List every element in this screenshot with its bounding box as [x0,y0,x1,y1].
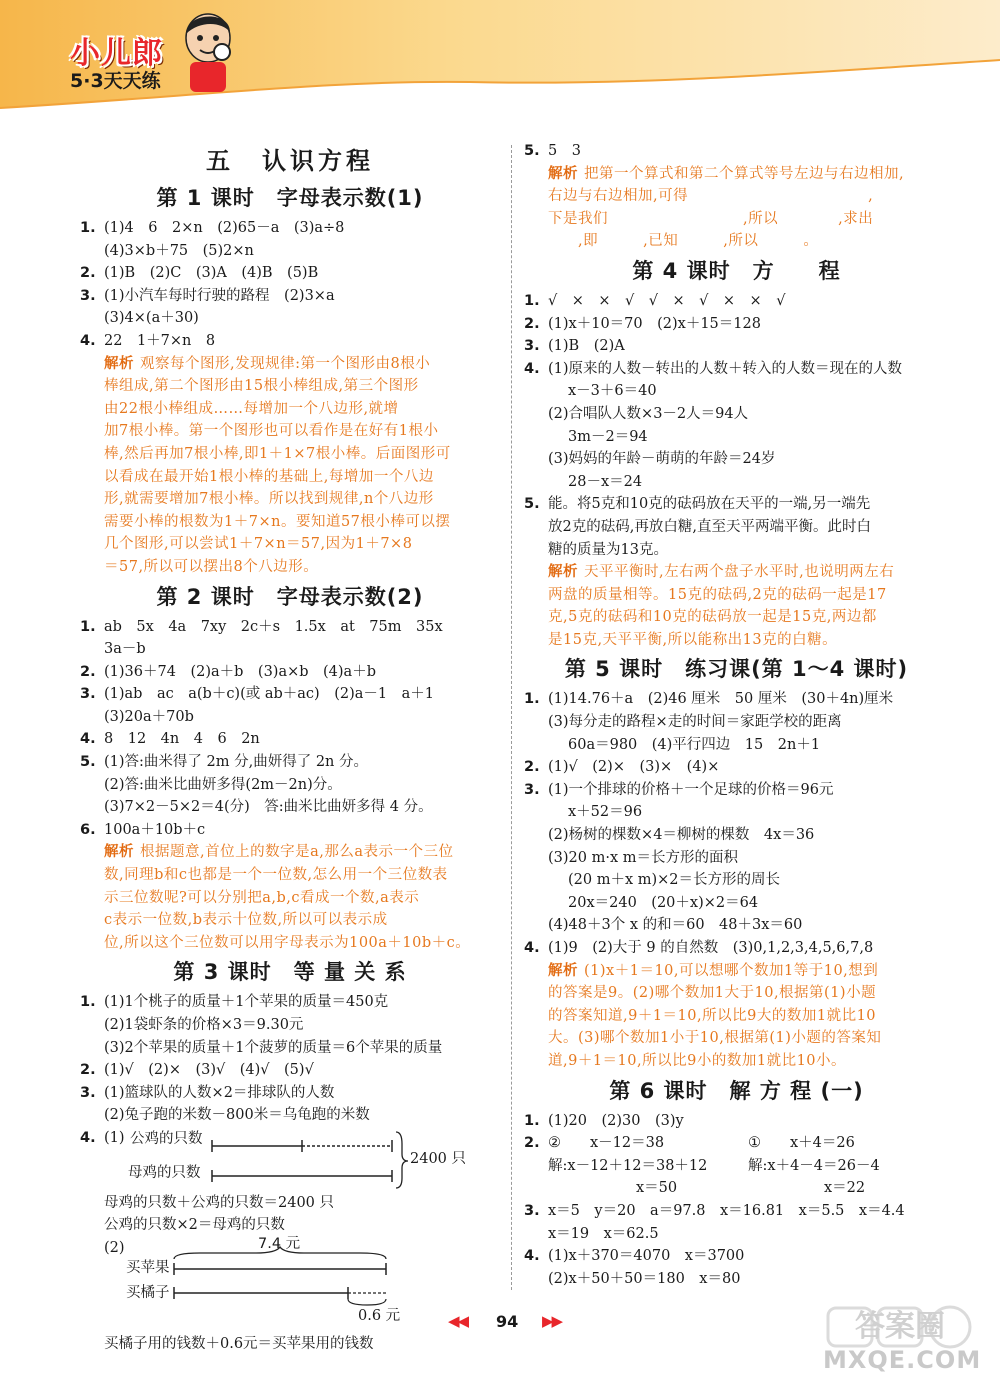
question-item: 4. (1)原来的人数－转出的人数＋转入的人数＝现在的人数 [524,360,903,377]
watermark-text: 答案圈 [855,1309,945,1344]
question-item: 1. ab 5x 4a 7xy 2c＋s 1.5x at 75m 35x [80,618,443,635]
diagram-label-rooster: 公鸡的只数 [130,1130,203,1147]
lesson4-title: 第 4 课时 方 程 [632,258,841,283]
question-item: 5. 5 3 [524,143,581,159]
question-item: 2. (1)√ (2)× (3)√ (4)√ (5)√ [80,1062,314,1079]
question-item: 3. (1)ab ac a(b＋c)(或 ab＋ac) (2)a－1 a＋1 [80,686,434,703]
answer-line: 糖的质量为13克。 [548,541,668,558]
line-diagram-fruit [80,1235,500,1324]
answer-line: (2)合唱队人数×3－2人＝94人 [548,405,749,422]
answer-line: (2)x＋50＋50＝180 x＝80 [548,1270,741,1287]
question-item: 3. (1)一个排球的价格＋一个足球的价格＝96元 [524,781,834,798]
question-item: 5. (1)答:曲米得了 2m 分,曲妍得了 2n 分。 [80,754,369,771]
diagram-label-orange: 买橘子 [126,1284,170,1301]
next-page-icon: ▶▶ [542,1312,562,1330]
answer-line: 母鸡的只数＋公鸡的只数＝2400 只 [104,1194,335,1211]
answer-line: x－3＋6＝40 [568,383,657,400]
page-header [0,0,1000,118]
question-item: 3. (1)小汽车每时行驶的路程 (2)3×a [80,287,335,304]
question-item: 2. (1)36＋74 (2)a＋b (3)a×b (4)a＋b [80,663,376,680]
analysis-label: 解析 [104,355,134,372]
line-diagram-chickens [80,1128,500,1228]
diagram-label-apple: 买苹果 [126,1259,170,1276]
question-item: 2. (1)x＋10＝70 (2)x＋15＝128 [524,315,761,332]
part-label: (2) [104,1239,125,1256]
answer-line: 公鸡的只数×2＝母鸡的只数 [104,1217,285,1234]
analysis-label: 解析 [548,165,578,182]
analysis-label: 解析 [548,962,578,979]
answer-line: (3)每分走的路程×走的时间＝家距学校的距离 [548,714,842,731]
question-item: 1. (1)4 6 2×n (2)65－a (3)a÷8 [80,220,345,236]
answer-line: (2)1袋虾条的价格×3＝9.30元 [104,1017,304,1033]
answer-line: (3)20a＋70b [104,708,194,725]
question-item: 1. √ × × √ √ × √ × × √ [524,292,786,309]
lesson1-title: 第 1 课时 字母表示数(1) [156,186,424,210]
analysis-block: 解析 天平平衡时,左右两个盘子水平时,也说明两左右 两盘的质量相等。15克的砝码,2克的砝码一起是17 克,5克的砝码和10克的砝码放一起是15克,两边都 是15克,天平平衡,所以能称出13克的白糖。 [548,564,895,648]
question-item: 3. (1)篮球队的人数×2＝排球队的人数 [80,1084,335,1101]
diagram-diff-label: 0.6 元 [358,1307,401,1324]
question-item: 5. 能。将5克和10克的砝码放在天平的一端,另一端先 [524,496,871,513]
question-item: 3. (1)B (2)A [524,338,625,355]
answer-line: x＝19 x＝62.5 [548,1225,659,1242]
lesson2-title: 第 2 课时 字母表示数(2) [156,584,424,609]
answer-line: (20 m＋x m)×2＝长方形的周长 [568,872,781,889]
analysis-block: 解析 根据题意,首位上的数字是a,那么a表示一个三位 数,同理b和c也都是一个一位数,怎么用一个三位数表 示三位数呢?可以分别把a,b,c看成一个数,a表示 c表示一位数,b表示十位数,所以可以表示成 位,所以这个三位数可以用字母表示为100a＋10b＋c。 [104,844,471,951]
answer-line: 买橘子用的钱数＋0.6元＝买苹果用的钱数 [104,1335,374,1352]
lesson5-title: 第 5 课时 练习课(第 1～4 课时) [564,657,909,682]
answer-line: (3)2个苹果的质量＋1个菠萝的质量＝6个苹果的质量 [104,1039,443,1056]
answer-line: 3a－b [104,641,146,658]
answer-line: (2)杨树的棵数×4＝柳树的棵数 4x＝36 [548,827,815,844]
question-item: 1. (1)1个桃子的质量＋1个苹果的质量＝450克 [80,994,389,1011]
mascot-icon [178,8,238,94]
diagram-total-label: 2400 只 [410,1150,467,1167]
lesson3-title: 第 3 课时 等 量 关 系 [173,960,407,985]
answer-line: (2)答:曲米比曲妍多得(2m－2n)分。 [104,776,342,793]
question-item: 4. (1)9 (2)大于 9 的自然数 (3)0,1,2,3,4,5,6,7,8 [524,940,874,956]
answer-line: (2)兔子跑的米数－800米＝乌龟跑的米数 [104,1107,370,1124]
question-item: 4. (1) [80,1129,125,1146]
solution-line: 解:x－12＋12＝38＋12 解:x＋4－4＝26－4 [548,1157,880,1174]
diagram-label-hen: 母鸡的只数 [128,1164,201,1181]
answer-line: (3)7×2－5×2＝4(分) 答:曲米比曲妍多得 4 分。 [104,799,433,816]
analysis-block: 解析 观察每个图形,发现规律:第一个图形由8根小 棒组成,第二个图形由15根小棒组成,第三个图形 由22根小棒组成……每增加一个八边形,就增 加7根小棒。第一个图形也可以看作是在好有1根小 棒,然后再加7根小棒,即1＋1×7根小棒。后面图形可 以看成在最开始1根小棒的基础上,每增加一个八边 形,就需要增加7根小棒。所以找到规律,n个八边形 需要小棒的根数为1＋7×n。要知道57根小棒可以摆 几个图形,可以尝试1＋7×n＝57,因为1＋7×8 ＝57,所以可以摆出8个八边形。 [104,355,451,575]
question-item: 2. (1)B (2)C (3)A (4)B (5)B [80,265,319,282]
question-item: 1. (1)20 (2)30 (3)y [524,1112,684,1129]
brand-logo: 小儿郎 [70,36,163,71]
lesson6-title: 第 6 课时 解 方 程 (一) [609,1078,864,1103]
answer-line: 28－x＝24 [568,473,643,490]
left-column [80,140,500,1355]
answer-line: (3)4×(a＋30) [104,310,199,327]
equation-b: ① x＋4＝26 [748,1135,855,1152]
answer-line: 放2克的砝码,再放白糖,直至天平两端平衡。此时白 [548,518,871,535]
analysis-label: 解析 [548,564,578,581]
question-item: 2. (1)√ (2)× (3)× (4)× [524,759,720,776]
answer-line: (4)48＋3个 x 的和＝60 48＋3x＝60 [548,917,803,934]
analysis-block: 解析 把第一个算式和第二个算式等号左边与右边相加, 右边与右边相加,可得 , 下是我们 ,所以 ,求出 ,即 ,已知 ,所以 。 [548,165,919,250]
watermark-url: MXQE.COM [823,1346,982,1374]
answer-line: (3)妈妈的年龄－萌萌的年龄＝24岁 [548,451,776,468]
page-number: 94 [496,1312,519,1331]
prev-page-icon: ◀◀ [448,1312,468,1330]
column-divider [511,145,512,1290]
analysis-block: 解析 (1)x＋1＝10,可以想哪个数加1等于10,想到 的答案是9。(2)哪个数加1大于10,根据第(1)小题 的答案知道,9＋1＝10,所以比9大的数加1就比10 大。(3)哪个数加1小于10,根据第(1)小题的答案知 道,9＋1＝10,所以比9小的数加1就比10小。 [548,962,882,1069]
answer-line: (4)3×b＋75 (5)2×n [104,242,254,259]
question-item: 6. 100a＋10b＋c [80,821,206,838]
question-item: 1. (1)14.76＋a (2)46 厘米 50 厘米 (30＋4n)厘米 [524,691,894,708]
question-item: 4. (1)x＋370＝4070 x＝3700 [524,1248,745,1265]
answer-line: 60a＝980 (4)平行四边 15 2n＋1 [568,736,821,753]
right-column [524,140,949,1290]
answer-line: (3)20 m·x m＝长方形的面积 [548,849,738,866]
brand-subtitle: 5·3天天练 [70,70,161,92]
answer-line: x＋52＝96 [568,804,643,821]
answer-line: 20x＝240 (20＋x)×2＝64 [568,894,759,911]
question-item: 3. x＝5 y＝20 a＝97.8 x＝16.81 x＝5.5 x＝4.4 [524,1202,905,1219]
solution-line: x＝50 x＝22 [636,1180,866,1197]
question-item: 2. ② x－12＝38 ① x＋4＝26 [524,1132,949,1155]
question-item: 4. 8 12 4n 4 6 2n [80,731,260,748]
analysis-label: 解析 [104,844,134,861]
diagram-total-label: 7.4 元 [258,1235,301,1252]
answer-line: 3m－2＝94 [568,428,648,445]
question-item: 4. 22 1＋7×n 8 [80,332,216,349]
unit-title: 五 认识方程 [206,147,374,175]
